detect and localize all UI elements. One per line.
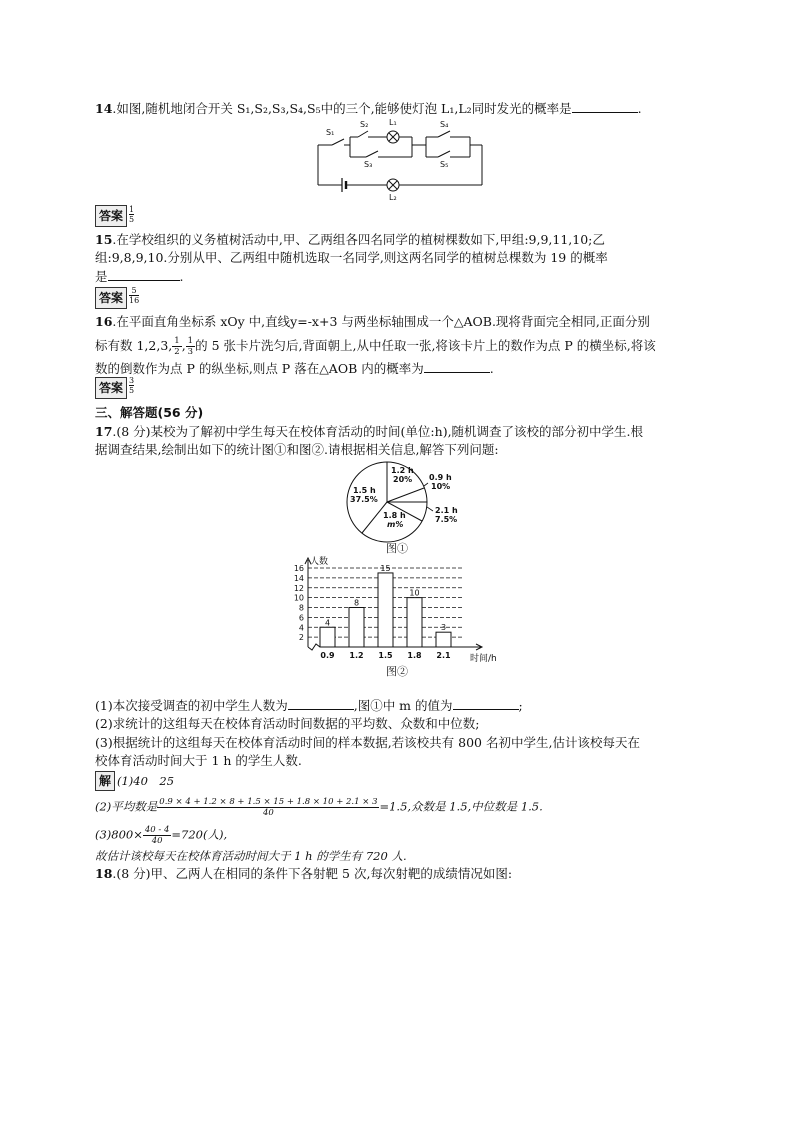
q16-text: .在平面直角坐标系 xOy 中,直线y=-x+3 与两坐标轴围成一个△AOB.现将背面完全相同,正面分别 <box>112 314 650 329</box>
q14-text: .如图,随机地闭合开关 S₁,S₂,S₃,S₄,S₅中的三个,能够使灯泡 L₁,L₂同时发光的概率是 <box>112 101 572 116</box>
bar <box>436 632 451 647</box>
fraction-numerator: 1 <box>174 336 180 346</box>
answer-fraction <box>129 376 134 395</box>
y-tick-label: 12 <box>293 583 304 593</box>
y-tick-label: 16 <box>293 564 304 573</box>
solution-2 <box>95 797 543 818</box>
label-s2: S₂ <box>360 120 369 129</box>
solution-3-text-b: =720(人), <box>171 827 228 842</box>
answer-blank <box>288 697 354 710</box>
q16-text-c: 数的倒数作为点 P 的纵坐标,则点 P 落在△AOB 内的概率为 <box>95 361 424 376</box>
question-number: 15 <box>95 232 113 247</box>
solution-3 <box>95 825 227 846</box>
fraction-third <box>186 336 195 357</box>
fraction-denominator: 40 <box>262 808 274 818</box>
fraction-numerator: 1 <box>187 336 194 346</box>
fraction-denominator: 40 <box>151 836 163 846</box>
fraction-numerator: 1 <box>129 205 135 214</box>
fraction-half <box>172 336 181 357</box>
pie-label: 1.8 h <box>383 511 406 520</box>
pie-label: 2.1 h <box>435 506 458 515</box>
q16-text-b: 的 5 张卡片洗匀后,背面朝上,从中任取一张,将该卡片上的数作为点 P 的横坐标,将该 <box>195 338 656 353</box>
fraction-denominator: 3 <box>187 347 194 357</box>
bar <box>349 608 364 648</box>
solution-2-text-b: =1.5,众数是 1.5,中位数是 1.5. <box>379 799 543 814</box>
pie-label: 1.2 h <box>391 466 414 475</box>
x-tick-label: 1.8 <box>407 651 422 660</box>
pie-caption: 图① <box>386 542 408 555</box>
ratio-fraction <box>143 825 172 846</box>
solution-1: (1)40 25 <box>117 774 175 788</box>
q16-line1 <box>95 314 650 330</box>
solution-4: 故估计该校每天在校体育活动时间大于 1 h 的学生有 720 人. <box>95 849 407 863</box>
x-tick-label: 1.2 <box>349 651 364 660</box>
pie-label: m% <box>387 520 404 529</box>
y-tick-label: 2 <box>298 633 304 643</box>
circuit-diagram <box>310 115 490 205</box>
bar-chart <box>280 550 510 665</box>
bar <box>378 573 393 647</box>
q16-line2: 标有数 1,2,3, $\frac{1}{2}$ , $\frac{1}{3}$ 的 5 张卡片洗匀后,背面朝上,从中任取一张,将该卡片上的数作为点 P 的横坐标,将该 <box>95 336 656 357</box>
fraction-numerator: 0.9 × 4 + 1.2 × 8 + 1.5 × 15 + 1.8 × 10 + 2.1 × 3 <box>159 797 378 807</box>
q17-sub2: (2)求统计的这组每天在校体育活动时间数据的平均数、众数和中位数; <box>95 716 480 731</box>
q18-line <box>95 866 512 882</box>
q16-line3: 数的倒数作为点 P 的纵坐标,则点 P 落在△AOB 内的概率为 . <box>95 361 494 376</box>
question-number: 18 <box>95 866 113 881</box>
solution-3-text: (3)800× <box>95 827 143 842</box>
answer-blank <box>453 697 519 710</box>
q17-text: .(8 分)某校为了解初中学生每天在校体育活动的时间(单位:h),随机调查了该校的部分初中学生.根 <box>112 424 644 439</box>
pie-label: 7.5% <box>435 515 458 524</box>
sub1-text: (1)本次接受调查的初中学生人数为 <box>95 698 288 713</box>
question-number: 16 <box>95 314 113 329</box>
y-tick-label: 6 <box>298 613 304 623</box>
sub1-text-c: ; <box>518 698 523 713</box>
pie-label: 10% <box>431 482 451 491</box>
sub1-text-b: ,图①中 m 的值为 <box>353 698 453 713</box>
pie-label: 20% <box>393 475 413 484</box>
x-tick-label: 0.9 <box>320 651 335 660</box>
solution-tag: 解 <box>95 771 115 791</box>
label-s1: S₁ <box>326 128 335 137</box>
bar <box>320 627 335 647</box>
q14-line: 14.如图,随机地闭合开关 S₁,S₂,S₃,S₄,S₅中的三个,能够使灯泡 L₁,L₂同时发光的概率是 . <box>95 101 642 116</box>
q18-text: .(8 分)甲、乙两人在相同的条件下各射靶 5 次,每次射靶的成绩情况如图: <box>112 866 513 881</box>
mean-fraction <box>157 797 379 818</box>
label-s5: S₅ <box>440 160 449 169</box>
label-l1: L₁ <box>389 118 397 127</box>
bar-value-label: 4 <box>324 618 331 628</box>
section-title: 三、解答题(56 分) <box>95 405 204 420</box>
fraction-denominator: 16 <box>129 296 140 305</box>
answer-blank <box>424 360 490 373</box>
bar-value-label: 3 <box>440 623 447 633</box>
fraction-denominator: 5 <box>129 215 135 224</box>
fraction-denominator: 5 <box>129 386 135 395</box>
y-tick-label: 10 <box>293 593 304 603</box>
label-s3: S₃ <box>364 160 373 169</box>
answer-fraction <box>129 205 134 224</box>
label-s4: S₄ <box>440 120 449 129</box>
q17-sub3b: 校体育活动时间大于 1 h 的学生人数. <box>95 753 302 768</box>
bar-value-label: 8 <box>353 598 360 608</box>
answer-tag: 答案 <box>95 205 127 227</box>
q15-text-end: 是 <box>95 269 108 284</box>
bar-value-label: 10 <box>409 588 420 598</box>
y-axis-label: 人数 <box>310 557 329 567</box>
fraction-numerator: 3 <box>129 376 135 385</box>
pie-label: 0.9 h <box>429 473 452 482</box>
pie-label: 37.5% <box>350 495 378 504</box>
x-tick-label: 1.5 <box>378 651 393 660</box>
pie-label: 1.5 h <box>353 486 376 495</box>
fraction-denominator: 2 <box>174 347 180 357</box>
y-tick-label: 8 <box>298 603 304 613</box>
question-number: 17 <box>95 424 113 439</box>
q15-line1 <box>95 232 605 248</box>
fraction-numerator: 40 - 4 <box>144 825 170 835</box>
solution-2-text: (2)平均数是 <box>95 799 158 814</box>
x-tick-label: 2.1 <box>436 651 451 660</box>
q17-sub1 <box>95 697 523 714</box>
q17-line1 <box>95 424 643 440</box>
bar-value-label: 15 <box>380 563 391 573</box>
y-tick-label: 4 <box>298 623 304 633</box>
q17-sub3a: (3)根据统计的这组每天在校体育活动时间的样本数据,若该校共有 800 名初中学生,估计该校每天在 <box>95 735 640 750</box>
answer-tag: 答案 <box>95 377 127 399</box>
x-axis-label: 时间/h <box>470 654 497 664</box>
q17-line2: 据调查结果,绘制出如下的统计图①和图②.请根据相关信息,解答下列问题: <box>95 442 499 457</box>
y-tick-label: 14 <box>293 573 304 583</box>
bar-caption: 图② <box>386 665 408 678</box>
q15-line2: 组:9,8,9,10.分别从甲、乙两组中随机选取一名同学,则这两名同学的植树总棵数为 19 的概率 <box>95 250 608 265</box>
answer-blank <box>572 100 638 113</box>
fraction-numerator: 5 <box>131 286 137 295</box>
question-number: 14 <box>95 101 113 116</box>
q15-text: .在学校组织的义务植树活动中,甲、乙两组各四名同学的植树棵数如下,甲组:9,9,11,10;乙 <box>112 232 605 247</box>
q16-text-a: 标有数 1,2,3, <box>95 338 173 353</box>
label-l2: L₂ <box>389 193 397 202</box>
answer-blank <box>108 268 180 281</box>
q15-line3: 是 . <box>95 269 184 284</box>
answer-fraction <box>129 286 139 305</box>
answer-tag: 答案 <box>95 287 127 309</box>
bar <box>407 598 422 647</box>
